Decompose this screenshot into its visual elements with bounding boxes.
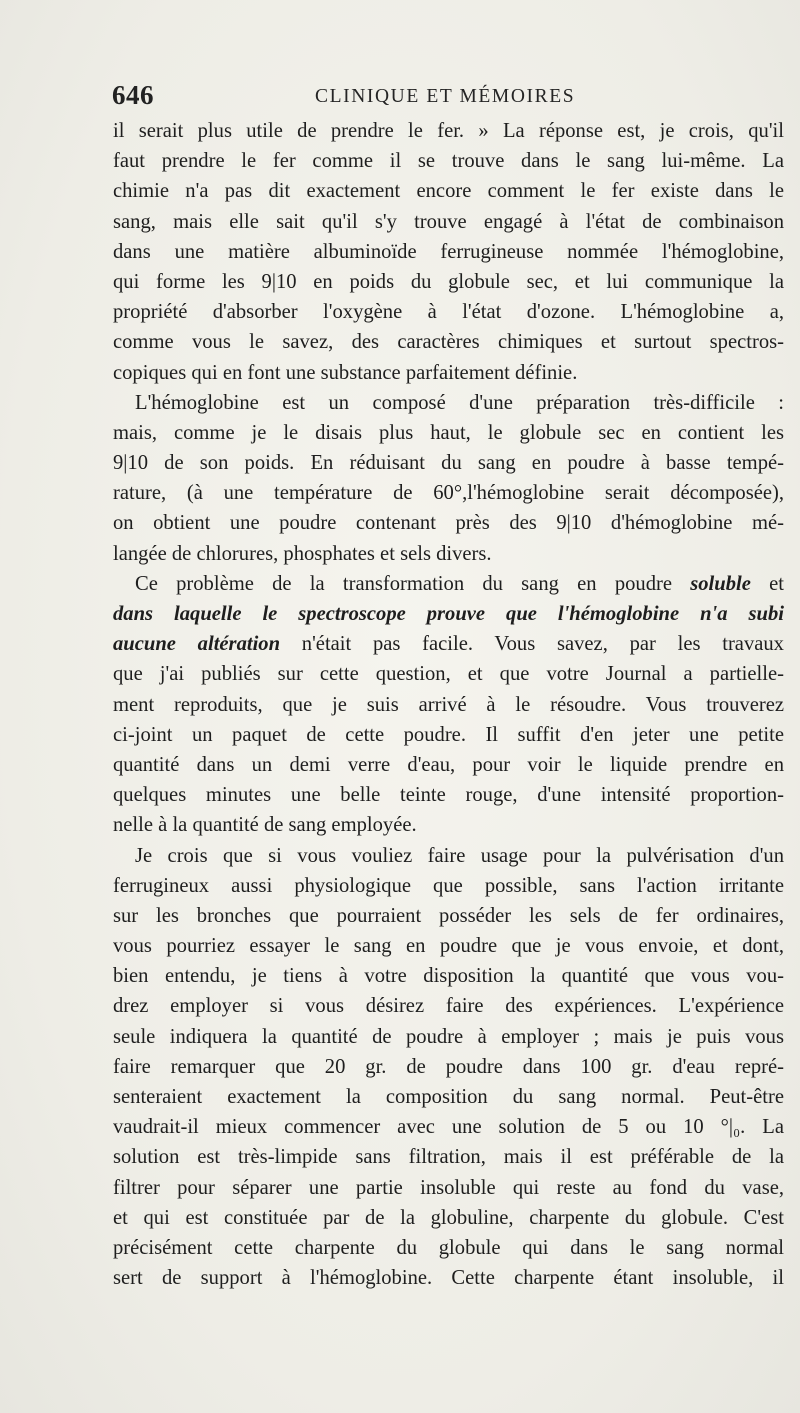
text-line: sert de support à l'hémoglobine. Cette charpente étant insoluble, il [113,1267,784,1290]
page-header [110,80,790,114]
text-line: faire remarquer que 20 gr. de poudre dans 100 gr. d'eau repré- [113,1055,784,1078]
text-line: solution est très-limpide sans filtration, mais il est préférable de la [113,1146,784,1169]
text-line: faut prendre le fer comme il se trouve dans le sang lui-même. La [113,150,784,173]
text-line: quantité dans un demi verre d'eau, pour voir le liquide prendre en [113,753,784,776]
running-head: CLINIQUE ET MÉMOIRES [315,86,576,107]
text-line: dans une matière albuminoïde ferrugineuse nommée l'hémoglobine, [113,240,784,263]
text-line: bien entendu, je tiens à votre disposition la quantité que vous vou- [113,965,784,988]
text-line: aucune altération n'était pas facile. Vous savez, par les travaux [113,633,784,656]
text-line: mais, comme je le disais plus haut, le globule sec en contient les [113,421,784,444]
text-line: et qui est constituée par de la globuline, charpente du globule. C'est [113,1206,784,1229]
text-line: dans laquelle le spectroscope prouve que l'hémoglobine n'a subi [113,603,784,625]
text-line: comme vous le savez, des caractères chimiques et surtout spectros- [113,331,784,354]
text-line: senteraient exactement la composition du sang normal. Peut-être [113,1086,784,1108]
text-line: précisément cette charpente du globule qui dans le sang normal [113,1236,784,1259]
text-line: vaudrait-il mieux commencer avec une solution de 5 ou 10 °|₀. La [113,1116,784,1139]
text-line: drez employer si vous désirez faire des expériences. L'expérience [113,995,784,1018]
text-line: filtrer pour séparer une partie insoluble qui reste au fond du vase, [113,1176,784,1199]
text-line: que j'ai publiés sur cette question, et que votre Journal a partielle- [113,663,784,686]
text-line: nelle à la quantité de sang employée. [113,814,417,837]
text-line: seule indiquera la quantité de poudre à employer ; mais je puis vous [113,1025,784,1048]
body-text [113,116,784,1293]
text-line: langée de chlorures, phosphates et sels divers. [113,542,492,565]
text-line: il serait plus utile de prendre le fer. » La réponse est, je crois, qu'il [113,120,784,142]
text-line: ci-joint un paquet de cette poudre. Il suffit d'en jeter une petite [113,723,784,746]
text-line: propriété d'absorber l'oxygène à l'état d'ozone. L'hémoglobine a, [113,301,784,324]
text-line: L'hémoglobine est un composé d'une préparation très-difficile : [135,391,784,414]
text-line: sang, mais elle sait qu'il s'y trouve engagé à l'état de combinaison [113,210,784,233]
text-line: qui forme les 9|10 en poids du globule sec, et lui communique la [113,270,784,293]
text-line: rature, (à une température de 60°,l'hémoglobine serait décomposée), [113,482,784,505]
text-line: Je crois que si vous vouliez faire usage pour la pulvérisation d'un [135,844,784,867]
text-line: chimie n'a pas dit exactement encore comment le fer existe dans le [113,180,784,203]
text-line: ferrugineux aussi physiologique que possible, sans l'action irritante [113,874,784,897]
page-number: 646 [112,80,154,110]
text-line: 9|10 de son poids. En réduisant du sang en poudre à basse tempé- [113,452,784,475]
text-line: sur les bronches que pourraient posséder les sels de fer ordinaires, [113,904,784,927]
text-line: copiques qui en font une substance parfaitement définie. [113,361,578,384]
text-line: on obtient une poudre contenant près des 9|10 d'hémoglobine mé- [113,512,784,535]
text-line: Ce problème de la transformation du sang en poudre soluble et [135,572,784,595]
text-line: vous pourriez essayer le sang en poudre que je vous envoie, et dont, [113,935,784,958]
text-line: ment reproduits, que je suis arrivé à le résoudre. Vous trouverez [113,693,784,716]
text-line: quelques minutes une belle teinte rouge, d'une intensité proportion- [113,784,784,807]
